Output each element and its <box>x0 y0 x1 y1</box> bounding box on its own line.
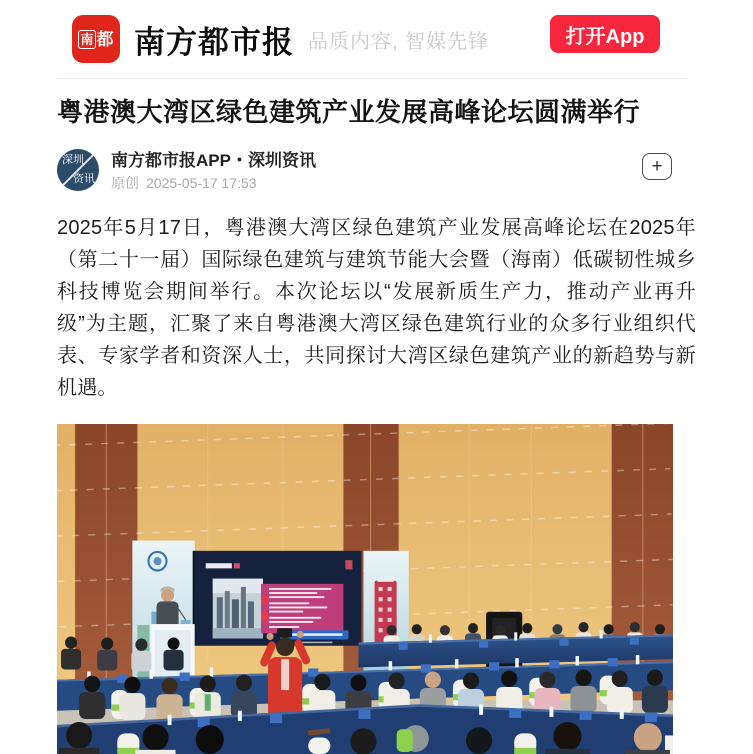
header-divider <box>57 78 687 79</box>
origin-badge: 原创 <box>111 175 139 192</box>
app-header <box>0 0 753 78</box>
conference-photo-illustration <box>57 424 673 754</box>
publish-time: 2025-05-17 17:53 <box>146 175 257 192</box>
nandu-logo-icon <box>72 15 120 63</box>
plus-icon: + <box>651 156 663 178</box>
open-app-button[interactable]: 打开App <box>550 15 660 53</box>
avatar-text-bottom: 资讯 <box>73 173 95 186</box>
green-tote-bag <box>397 730 413 753</box>
article-body-paragraph: 2025年5月17日，粤港澳大湾区绿色建筑产业发展高峰论坛在2025年（第二十一届）国际绿色建筑与建筑节能大会暨（海南）低碳韧性城乡科技博览会期间举行。本次论坛以“发展新质生产力，推动产业再升级”为主题，汇聚了来自粤港澳大湾区绿色建筑行业的众多行业组织代表、专家学者和资深人士，共同探讨大湾区绿色建筑产业的新趋势与新机遇。 <box>57 217 696 400</box>
author-row <box>57 148 696 192</box>
author-avatar[interactable] <box>57 149 99 191</box>
logo-char-1: 南 <box>80 31 94 47</box>
brand-title: 南方都市报 <box>134 24 294 60</box>
logo-char-2: 都 <box>96 29 114 49</box>
article-title: 粤港澳大湾区绿色建筑产业发展高峰论坛圆满举行 <box>57 97 641 127</box>
slide-magenta-panel <box>261 584 343 634</box>
follow-button[interactable] <box>642 153 672 180</box>
slide-city-photo <box>213 579 263 639</box>
author-meta <box>111 151 316 190</box>
article-content <box>0 93 753 754</box>
brand-tagline: 品质内容, 智媒先锋 <box>308 30 490 53</box>
avatar-text-top: 深圳 <box>62 154 84 167</box>
author-subline <box>111 176 316 190</box>
article-photo[interactable] <box>57 424 673 754</box>
author-name[interactable]: 南方都市报APP・深圳资讯 <box>111 150 316 170</box>
